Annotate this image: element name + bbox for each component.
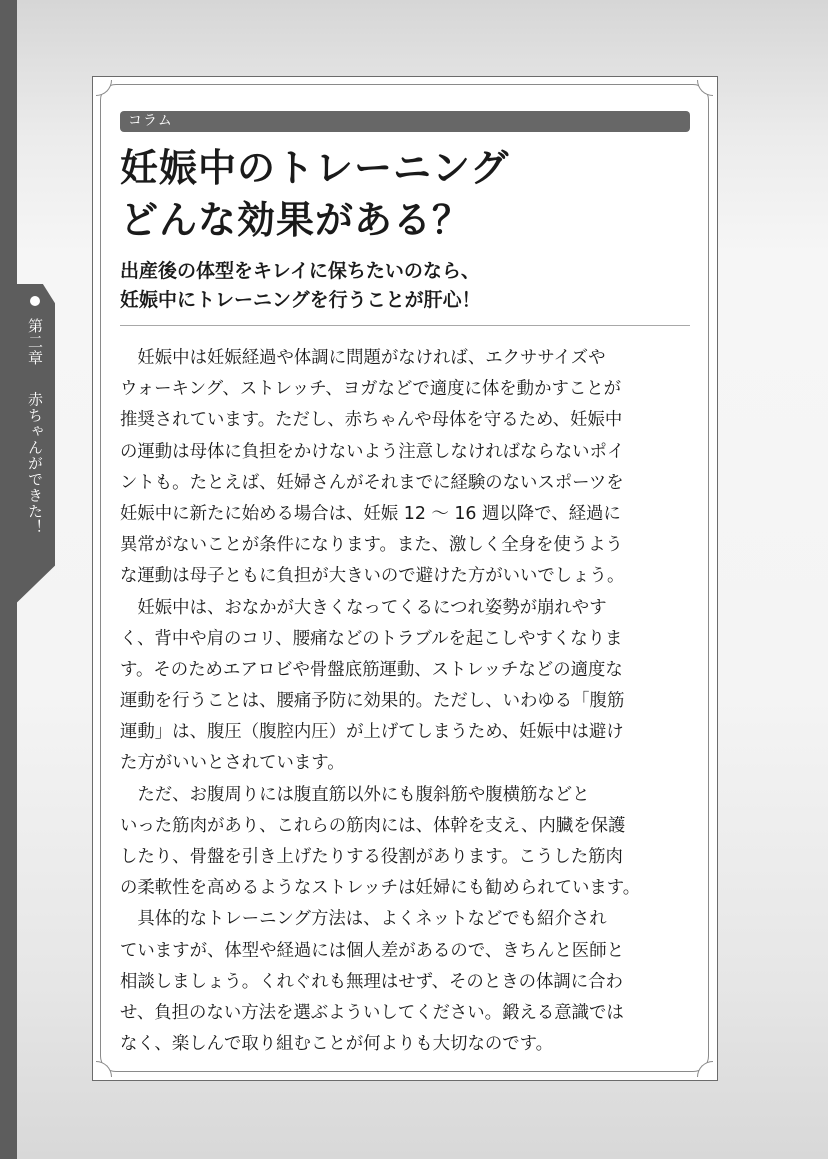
body-line: 妊娠中に新たに始める場合は、妊娠 12 ～ 16 週以降で、経過に xyxy=(120,503,621,524)
body-line: す。そのためエアロビや骨盤底筋運動、ストレッチなどの適度な xyxy=(120,659,623,680)
divider xyxy=(120,325,690,326)
body-line: 相談しましょう。くれぐれも無理はせず、そのときの体調に合わ xyxy=(120,971,623,992)
body-line: ただ、お腹周りには腹直筋以外にも腹斜筋や腹横筋などと xyxy=(120,784,590,805)
subtitle-line: 妊娠中にトレーニングを行うことが肝心！ xyxy=(120,289,481,311)
body-line: ていますが、体型や経過には個人差があるので、きちんと医師と xyxy=(120,940,624,961)
article-subtitle xyxy=(120,257,680,315)
bullet-dot-icon xyxy=(30,296,40,306)
body-line: 運動を行うことは、腰痛予防に効果的。ただし、いわゆる「腹筋 xyxy=(120,691,625,712)
body-line: な運動は母子ともに負担が大きいので避けた方がいいでしょう。 xyxy=(120,566,625,587)
title-line: どんな効果がある？ xyxy=(120,198,472,242)
body-line: ントも。たとえば、妊婦さんがそれまでに経験のないスポーツを xyxy=(120,472,624,493)
column-label: コラム xyxy=(128,113,173,129)
body-line: の運動は母体に負担をかけないよう注意しなければならないポイ xyxy=(120,441,625,462)
column-label-bar xyxy=(120,111,690,132)
chapter-number: 第二章 xyxy=(26,317,44,366)
article-body xyxy=(120,343,706,1060)
body-line: ウォーキング、ストレッチ、ヨガなどで適度に体を動かすことが xyxy=(120,379,622,400)
chapter-tab-label xyxy=(27,296,42,535)
body-line: 異常がないことが条件になります。また、激しく全身を使うよう xyxy=(120,535,623,556)
title-line: 妊娠中のトレーニング xyxy=(120,146,510,190)
body-line: の柔軟性を高めるようなストレッチは妊婦にも勧められています。 xyxy=(120,878,641,899)
body-line: 妊娠中は、おなかが大きくなってくるにつれ姿勢が崩れやす xyxy=(120,597,607,618)
body-line: なく、楽しんで取り組むことが何よりも大切なのです。 xyxy=(120,1034,554,1055)
chapter-title: 赤ちゃんができた！ xyxy=(26,391,44,536)
body-line: したり、骨盤を引き上げたりする役割があります。こうした筋肉 xyxy=(120,847,623,867)
body-line: く、背中や肩のコリ、腰痛などのトラブルを起こしやすくなりま xyxy=(120,628,623,649)
body-line: た方がいいとされています。 xyxy=(120,753,345,774)
body-line: せ、負担のない方法を選ぶよういしてください。鍛える意識では xyxy=(120,1002,624,1023)
body-line: 具体的なトレーニング方法は、よくネットなどでも紹介され xyxy=(120,909,607,930)
body-line: 運動」は、腹圧（腹腔内圧）が上げてしまうため、妊娠中は避け xyxy=(120,722,624,743)
subtitle-line: 出産後の体型をキレイに保ちたいのなら、 xyxy=(120,260,480,282)
article-title xyxy=(120,142,680,246)
body-line: 妊娠中は妊娠経過や体調に問題がなければ、エクササイズや xyxy=(120,348,606,368)
body-line: 推奨されています。ただし、赤ちゃんや母体を守るため、妊娠中 xyxy=(120,410,623,431)
body-line: いった筋肉があり、これらの筋肉には、体幹を支え、内臓を保護 xyxy=(120,815,626,836)
